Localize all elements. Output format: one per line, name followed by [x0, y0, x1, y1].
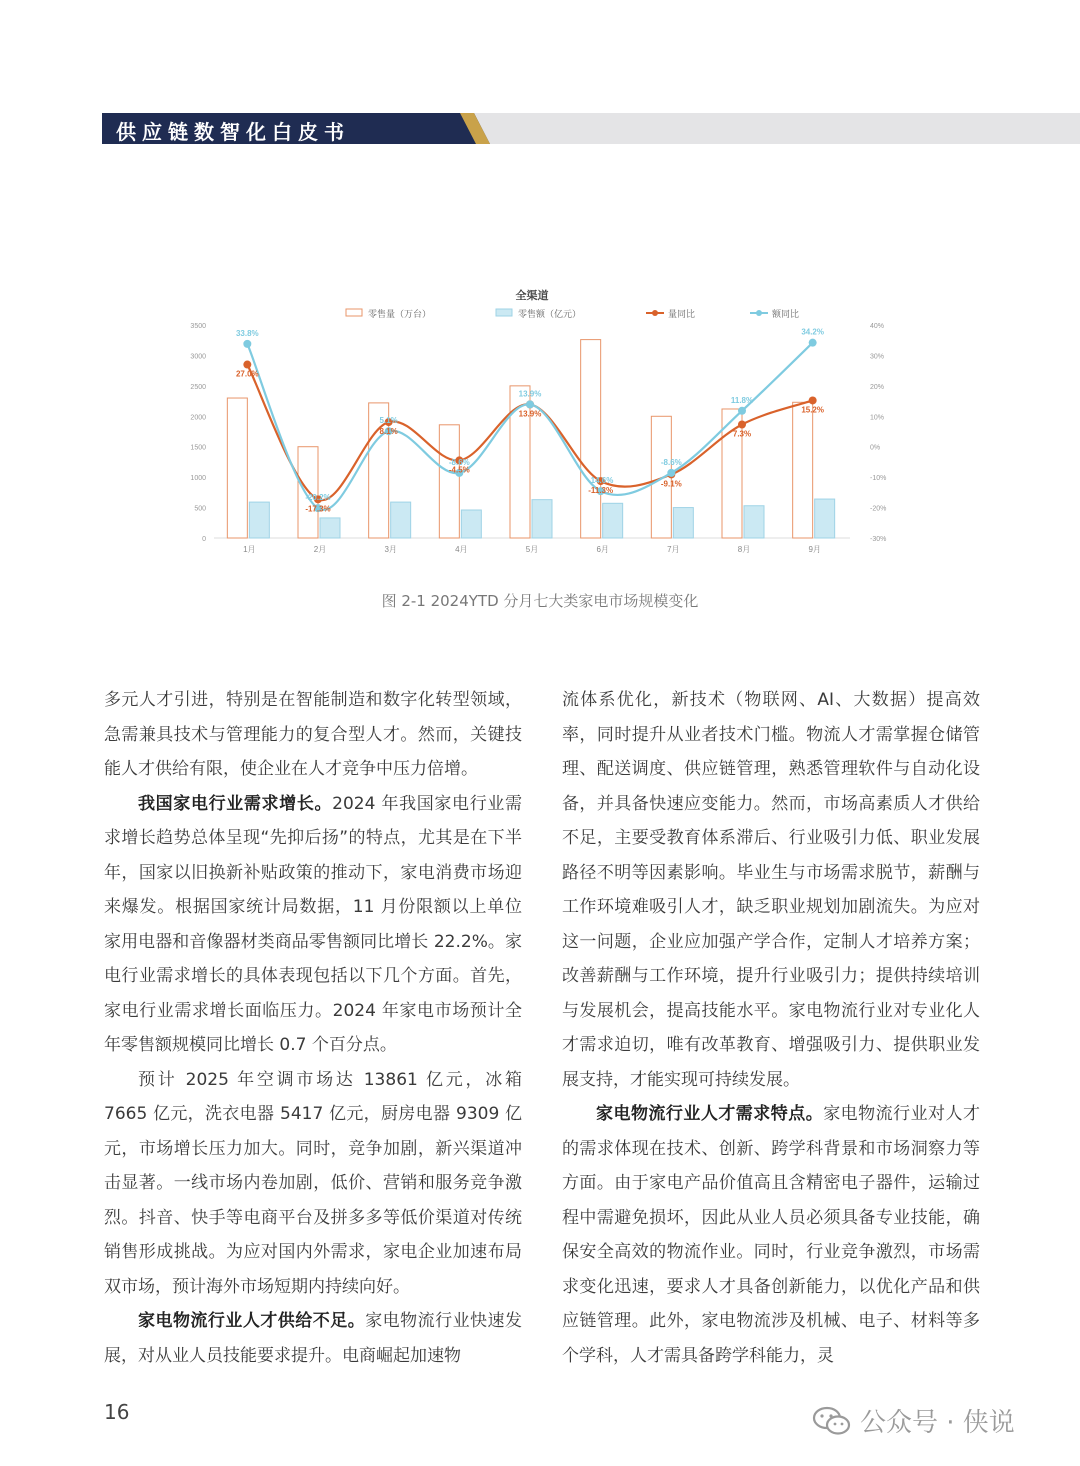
- bar-volume: [439, 425, 459, 538]
- bar-volume: [227, 398, 247, 538]
- y-right-tick-label: 0%: [870, 444, 881, 452]
- data-label: -4.5%: [448, 465, 470, 475]
- paragraph: [562, 1097, 980, 1373]
- data-label: 13.9%: [518, 409, 542, 419]
- paragraph: [562, 683, 980, 1097]
- y-left-tick-label: 3000: [190, 353, 206, 361]
- y-left-tick-label: 2000: [190, 414, 206, 422]
- bar-amount: [320, 518, 340, 538]
- bar-amount: [603, 503, 623, 538]
- y-right-tick-label: 30%: [870, 353, 885, 361]
- x-tick-label: 2月: [313, 545, 327, 554]
- y-left-tick-label: 0: [202, 536, 206, 543]
- data-label: 8.1%: [379, 427, 398, 437]
- paragraph-heading: 家电物流行业人才需求特点。: [596, 1104, 824, 1124]
- paragraph-heading: 我国家电行业需求增长。: [138, 793, 333, 814]
- line-amount-yoy-point: [667, 469, 675, 477]
- line-amount-yoy-point: [526, 400, 534, 408]
- x-tick-label: 1月: [243, 545, 256, 554]
- paragraph-text: 家电物流行业对人才的需求体现在技术、创新、跨学科背景和市场洞察力等方面。由于家电产品价值高且含精密电子器件，运输过程中需避免损坏，因此从业人员必须具备专业技能，确保安全高效的物流作业。同时，行业竞争激烈，市场需求变化迅速，要求人才具备创新能力，以优化产品和供应链管理。此外，家电物流涉及机械、电子、材料等多个学科，人才需具备跨学科能力，灵: [562, 1104, 981, 1366]
- bar-amount: [391, 502, 411, 538]
- y-left-tick-label: 3500: [190, 323, 206, 330]
- data-label: 11.8%: [730, 395, 754, 405]
- header-band: [102, 113, 1080, 144]
- legend-label: 零售额（亿元）: [518, 309, 582, 319]
- data-label: -8.6%: [660, 457, 682, 467]
- y-right-tick-label: -10%: [870, 475, 887, 483]
- data-label: -11.3%: [588, 486, 614, 496]
- figure-caption: 图 2-1 2024YTD 分月七大类家电市场规模变化: [381, 592, 699, 610]
- y-right-tick-label: 40%: [870, 323, 885, 330]
- chart: [180, 283, 900, 563]
- bar-amount: [249, 502, 269, 538]
- legend-label: 量同比: [668, 309, 696, 319]
- line-volume-yoy-point: [738, 421, 746, 429]
- x-tick-label: 7月: [667, 545, 680, 554]
- data-label: -20.2%: [305, 493, 331, 503]
- data-label: 7.3%: [732, 429, 752, 439]
- document-title: 供应链数智化白皮书: [116, 120, 350, 144]
- paragraph: [104, 787, 522, 1063]
- x-tick-label: 5月: [525, 545, 539, 554]
- bar-amount: [532, 500, 552, 538]
- data-label: 27.0%: [235, 369, 259, 379]
- legend-marker: [652, 310, 658, 316]
- data-label: -14.6%: [587, 476, 614, 486]
- line-amount-yoy-point: [809, 339, 817, 347]
- line-amount-yoy-point: [243, 340, 251, 348]
- wechat-icon: [812, 1406, 852, 1436]
- chart-legend: [346, 308, 799, 319]
- bar-volume: [581, 340, 601, 538]
- line-amount-yoy-point: [738, 407, 746, 415]
- data-label: 33.8%: [235, 328, 259, 338]
- chart-svg: [180, 283, 900, 563]
- paragraph-text: 预计 2025 年空调市场达 13861 亿元，冰箱 7665 亿元，洗衣电器 5417 亿元，厨房电器 9309 亿元，市场增长压力加大。同时，竞争加剧，新兴渠道冲击显著。一线市场内卷加剧，低价、营销和服务竞争激烈。抖音、快手等电商平台及拼多多等低价渠道对传统销售形成挑战。为应对国内外需求，家电企业加速布局双市场，预计海外市场短期内持续向好。: [104, 1069, 522, 1297]
- data-label: 13.9%: [518, 389, 542, 399]
- x-tick-label: 3月: [384, 545, 397, 554]
- bar-volume: [793, 402, 813, 538]
- body-column-right: [562, 683, 980, 1373]
- page-number: 16: [104, 1400, 130, 1424]
- paragraph-text: 多元人才引进，特别是在智能制造和数字化转型领域，急需兼具技术与管理能力的复合型人才。然而，关键技能人才供给有限，使企业在人才竞争中压力倍增。: [104, 690, 522, 779]
- watermark: [812, 1402, 1015, 1439]
- bar-amount: [673, 508, 693, 538]
- bar-amount: [461, 510, 481, 538]
- bar-amount: [815, 499, 835, 538]
- line-volume-yoy-point: [243, 361, 251, 369]
- x-tick-label: 9月: [808, 545, 821, 554]
- paragraph-text: 2024 年我国家电行业需求增长趋势总体呈现“先抑后扬”的特点，尤其是在下半年，国家以旧换新补贴政策的推动下，家电消费市场迎来爆发。根据国家统计局数据，11 月份限额以上单位家用电器和音像器材类商品零售额同比增长 22.2%。家电行业需求增长的具体表现包括以下几个方面。首先，家电行业需求增长面临压力。2024 年家电市场预计全年零售额规模同比增长 0.7 个百分点。: [104, 793, 522, 1055]
- paragraph: [104, 683, 522, 787]
- y-right-tick-label: 10%: [870, 414, 885, 422]
- x-tick-label: 4月: [455, 545, 468, 554]
- watermark-text: 公众号 · 侠说: [860, 1408, 1015, 1438]
- x-tick-label: 8月: [737, 545, 751, 554]
- paragraph: [104, 1063, 522, 1305]
- data-label: 5.1%: [379, 416, 398, 426]
- y-right-tick-label: -30%: [870, 536, 887, 543]
- data-label: 34.2%: [801, 327, 825, 337]
- paragraph-text: 家电物流行业快速发展，对从业人员技能要求提升。电商崛起加速物: [104, 1311, 523, 1366]
- data-label: -17.3%: [305, 504, 331, 514]
- y-left-tick-label: 500: [194, 505, 206, 513]
- y-left-tick-label: 1500: [190, 444, 206, 452]
- legend-swatch: [496, 309, 512, 316]
- y-left-tick-label: 1000: [190, 475, 206, 483]
- legend-marker: [756, 310, 762, 316]
- legend-label: 额同比: [772, 309, 800, 319]
- legend-swatch: [346, 309, 362, 316]
- data-label: 15.2%: [801, 405, 825, 415]
- y-left-tick-label: 2500: [190, 383, 206, 391]
- data-label: -9.1%: [660, 479, 682, 489]
- y-right-tick-label: 20%: [870, 383, 885, 391]
- legend-label: 零售量（万台）: [368, 309, 432, 319]
- paragraph-heading: 家电物流行业人才供给不足。: [138, 1311, 366, 1331]
- paragraph-text: 流体系优化，新技术（物联网、AI、大数据）提高效率，同时提升从业者技术门槛。物流人才需掌握仓储管理、配送调度、供应链管理，熟悉管理软件与自动化设备，并具备快速应变能力。然而，市场高素质人才供给不足，主要受教育体系滞后、行业吸引力低、职业发展路径不明等因素影响。毕业生与市场需求脱节，薪酬与工作环境难吸引人才，缺乏职业规划加剧流失。为应对这一问题，企业应加强产学合作，定制人才培养方案；改善薪酬与工作环境，提升行业吸引力；提供持续培训与发展机会，提高技能水平。家电物流行业对专业化人才需求迫切，唯有改革教育、增强吸引力、提供职业发展支持，才能实现可持续发展。: [562, 690, 980, 1090]
- data-label: -8.6%: [448, 457, 470, 467]
- x-tick-label: 6月: [596, 545, 609, 554]
- body-column-left: [104, 683, 522, 1373]
- line-volume-yoy-point: [809, 396, 817, 404]
- paragraph: [104, 1304, 522, 1373]
- chart-title: 全渠道: [515, 290, 549, 302]
- bar-amount: [744, 506, 764, 538]
- y-right-tick-label: -20%: [870, 505, 887, 513]
